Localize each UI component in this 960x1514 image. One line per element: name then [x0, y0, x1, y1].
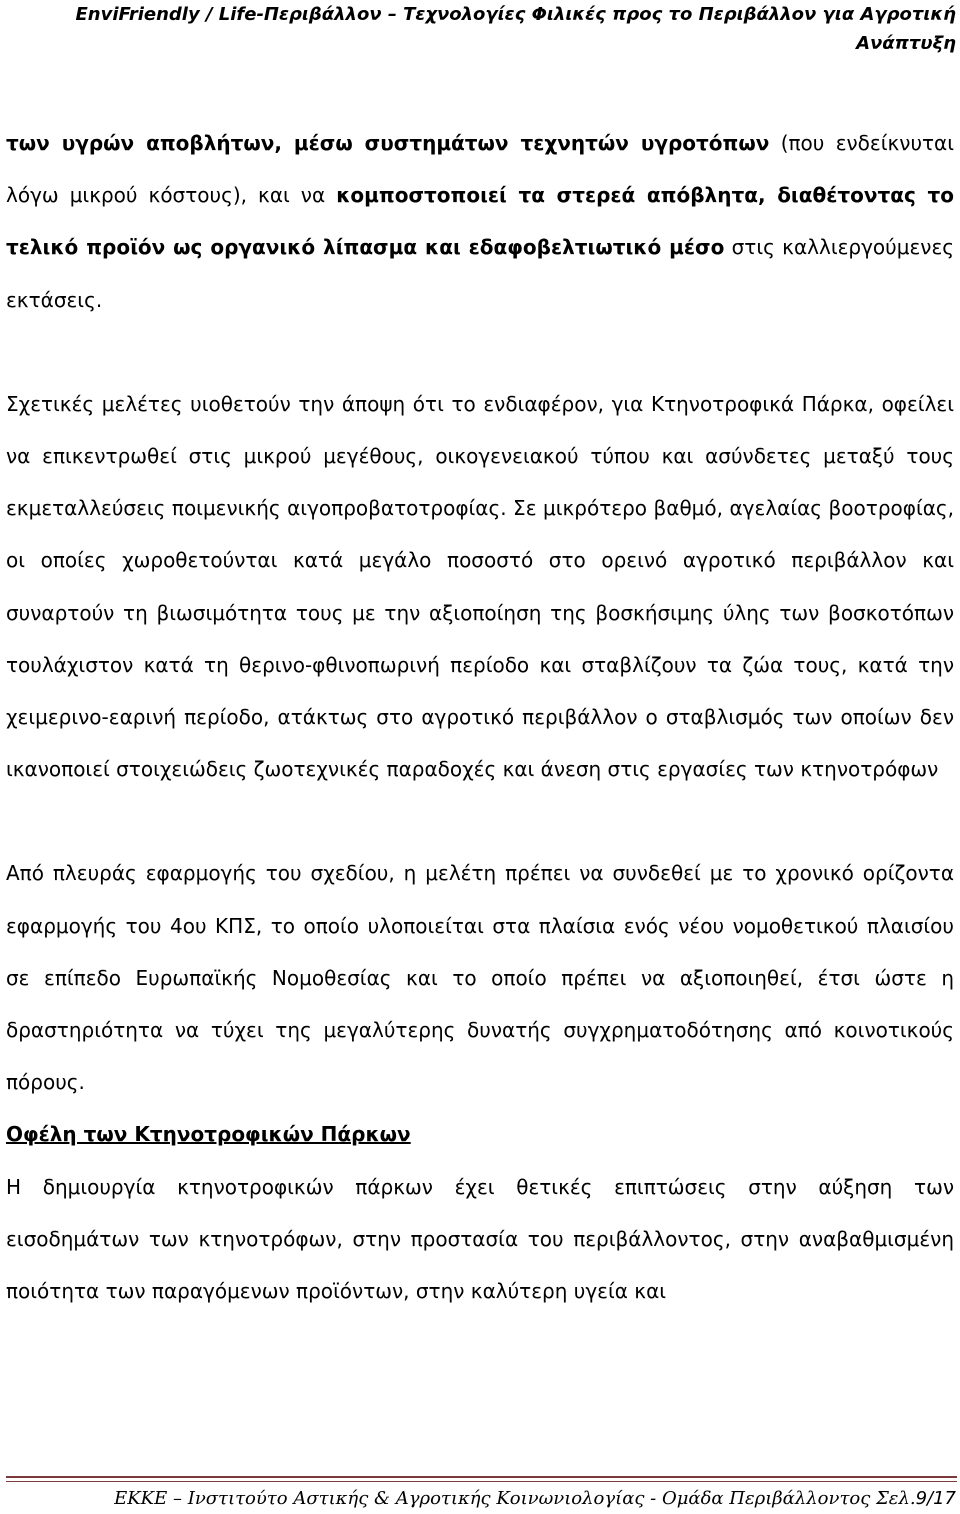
document-body: [6, 117, 954, 1317]
footer-page-number: 9: [915, 1488, 928, 1509]
running-footer: [0, 1486, 956, 1512]
bold-phrase: των υγρών αποβλήτων, μέσω συστημάτων τεχνητών υγροτόπων: [6, 131, 770, 155]
footer-institute: ΕΚΚΕ – Ινστιτούτο Αστικής & Αγροτικής Κοινωνιολογίας - Ομάδα Περιβάλλοντος: [114, 1488, 871, 1509]
footer-page-total: /17: [927, 1488, 956, 1509]
footer-rule-thick: [6, 1476, 957, 1478]
paragraph-2: Σχετικές μελέτες υιοθετούν την άποψη ότι το ενδιαφέρον, για Κτηνοτροφικά Πάρκα, οφείλει να επικεντρωθεί στις μικρού μεγέθους, οικογενειακού τύπου και ασύνδετες μεταξύ τους εκμεταλλεύσεις ποιμενικής αιγοπροβατοτροφίας. Σε μικρότερο βαθμό, αγελαίας βοοτροφίας, οι οποίες χωροθετούνται κατά μεγάλο ποσοστό στο ορεινό αγροτικό περιβάλλον και συναρτούν τη βιωσιμότητα τους με την αξιοποίηση της βοσκήσιμης ύλης των βοσκοτόπων τουλάχιστον κατά τη θερινο-φθινοπωρινή περίοδο και σταβλίζουν τα ζώα τους, κατά την χειμερινο-εαρινή περίοδο, ατάκτως στο αγροτικό περιβάλλον ο σταβλισμός των οποίων δεν ικανοποιεί στοιχειώδεις ζωοτεχνικές παραδοχές και άνεση στις εργασίες των κτηνοτρόφων: [6, 391, 954, 782]
running-header: [0, 0, 956, 58]
header-title-line1: EnviFriendly / Life-Περιβάλλον – Τεχνολογίες Φιλικές προς το Περιβάλλον για Αγροτική: [75, 4, 956, 25]
footer-rule-thin: [6, 1481, 957, 1482]
paragraph-1: [6, 117, 954, 326]
footer-page-label: Σελ.: [876, 1488, 916, 1509]
header-title-line2: Ανάπτυξη: [856, 33, 956, 54]
text-run: (που ενδείκνυται λόγω μικρού κόστους), και να: [6, 131, 955, 208]
paragraph-4: Η δημιουργία κτηνοτροφικών πάρκων έχει θετικές επιπτώσεις στην αύξηση των εισοδημάτων των κτηνοτρόφων, στην προστασία του περιβάλλοντος, στην αναβαθμισμένη ποιότητα των παραγόμενων προϊόντων, στην καλύτερη υγεία και: [6, 1174, 954, 1304]
bold-phrase: κομποστοποιεί τα στερεά απόβλητα, διαθέτοντας το τελικό προϊόν ως οργανικό λίπασμα και εδαφοβελτιωτικό μέσο: [6, 183, 954, 260]
section-heading: Οφέλη των Κτηνοτροφικών Πάρκων: [6, 1122, 411, 1147]
text-run: στις καλλιεργούμενες εκτάσεις.: [6, 235, 954, 312]
paragraph-3: Από πλευράς εφαρμογής του σχεδίου, η μελέτη πρέπει να συνδεθεί με το χρονικό ορίζοντα εφαρμογής του 4ου ΚΠΣ, το οποίο υλοποιείται στα πλαίσια ενός νέου νομοθετικού πλαισίου σε επίπεδο Ευρωπαϊκής Νομοθεσίας και το οποίο πρέπει να αξιοποιηθεί, έτσι ώστε η δραστηριότητα να τύχει της μεγαλύτερης δυνατής συγχρηματοδότησης από κοινοτικούς πόρους.: [6, 861, 954, 1095]
